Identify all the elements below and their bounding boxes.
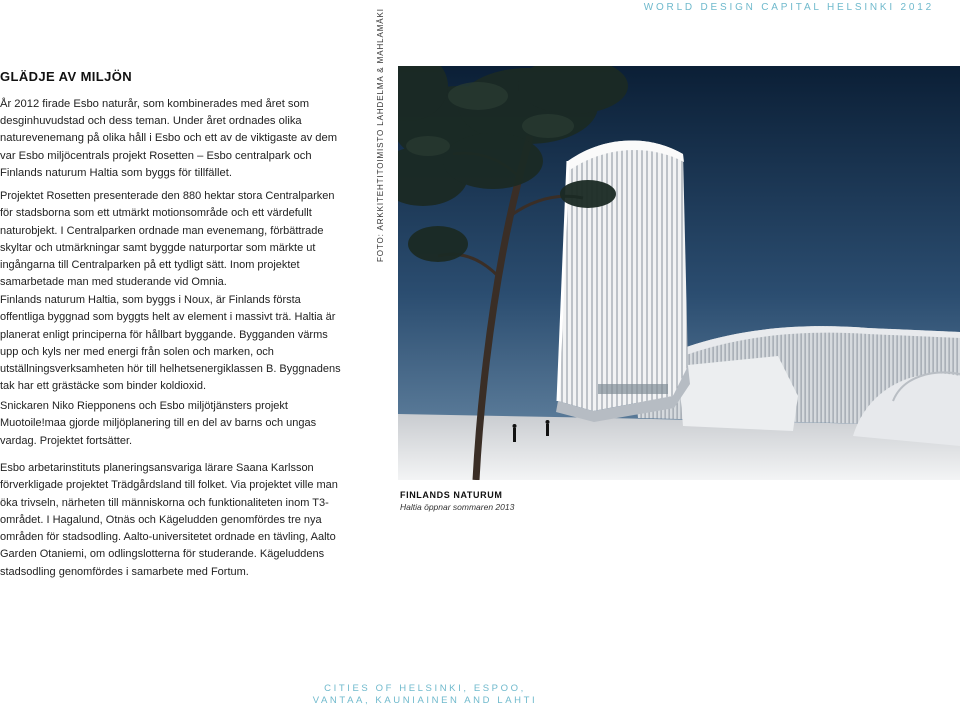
- photo-caption-title: FINLANDS NATURUM: [400, 490, 503, 500]
- paragraph-tradgardsland: Esbo arbetarinstituts planeringsansvariga lärare Saana Karlsson förverkligade projektet Trädgårdsland till folket. Via projektet ville man öka trivseln, närheten till människorna och funktionaliteten inom T3-området. I Hagalund, Otnäs och Kägeludden genomfördes tre nya områden för stadsodling. Aalto-universitetet ordnade en tävling, Aalto Garden Otaniemi, om odlingslotterna för studerande. Kägeluddens stadsodling genomfördes i samarbete med Fortum.: [0, 462, 338, 578]
- photo-credit-text: FOTO: ARKKITEHTITOIMISTO LAHDELMA & MAHLAMÄKI: [376, 8, 385, 262]
- paragraph-rosetten: Projektet Rosetten presenterade den 880 hektar stora Centralparken för stadsborna som ett utmärkt motionsområde och ett värdefullt naturobjekt. I Centralparken ordnade man evenemang, förbättrade skyltar och utmärkningar samt byggde naturportar som märkte ut ingångarna till Centralparken på ett tydligt sätt. Inom projektet samarbetade man med studerande vid Omnia.: [0, 190, 335, 289]
- paragraph-muotoile: Snickaren Niko Riepponens och Esbo miljötjänsters projekt Muotoile!maa gjorde miljöplanering till en del av barns och ungas vardag. Projektet fortsätter.: [0, 400, 317, 447]
- photo-credit: [376, 8, 390, 262]
- article-title: GLÄDJE AV MILJÖN: [0, 69, 133, 84]
- footer-line-1: CITIES OF HELSINKI, ESPOO,: [324, 683, 526, 694]
- paragraph-intro: År 2012 firade Esbo naturår, som kombinerades med året som desginhuvudstad och dess teman. Under året ordnades olika naturevenemang på olika håll i Esbo och ett av de viktigaste av dem var Esbo miljöcentrals projekt Rosetten – Esbo centralpark och Finlands naturum Haltia som byggs för tillfället.: [0, 98, 338, 179]
- paragraph-haltia: Finlands naturum Haltia, som byggs i Noux, är Finlands första offentliga byggnad som byggts helt av element i massivt trä. Haltia är planerat enligt principerna för hållbart byggande. Bygganden värms upp och kyls ner med energi från solen och marken, och utställningsverksamheten hör till helhetsenergiklassen B. Byggnadens tak har ett grästäcke som binder koldioxid.: [0, 294, 341, 393]
- building-photo: [398, 66, 960, 480]
- header-label: WORLD DESIGN CAPITAL HELSINKI 2012: [643, 2, 934, 13]
- photo-caption-subtitle: Haltia öppnar sommaren 2013: [400, 502, 515, 512]
- footer-line-2: VANTAA, KAUNIAINEN AND LAHTI: [312, 695, 538, 706]
